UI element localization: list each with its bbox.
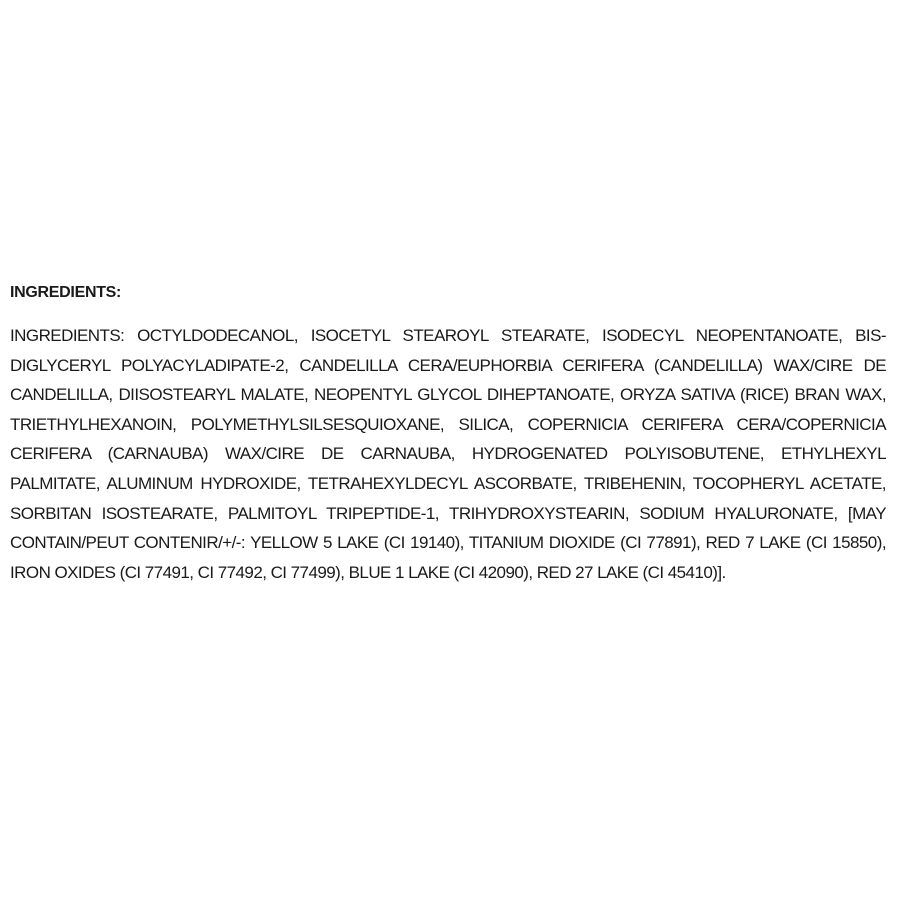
ingredients-list: INGREDIENTS: OCTYLDODECANOL, ISOCETYL STEAROYL STEARATE, ISODECYL NEOPENTANOATE, BIS-DIGLYCERYL POLYACYLADIPATE-2, CANDELILLA CERA/EUPHORBIA CERIFERA (CANDELILLA) WAX/CIRE DE CANDELILLA, DIISOSTEARYL MALATE, NEOPENTYL GLYCOL DIHEPTANOATE, ORYZA SATIVA (RICE) BRAN WAX, TRIETHYLHEXANOIN, POLYMETHYLSILSESQUIOXANE, SILICA, COPERNICIA CERIFERA CERA/COPERNICIA CERIFERA (CARNAUBA) WAX/CIRE DE CARNAUBA, HYDROGENATED POLYISOBUTENE, ETHYLHEXYL PALMITATE, ALUMINUM HYDROXIDE, TETRAHEXYLDECYL ASCORBATE, TRIBEHENIN, TOCOPHERYL ACETATE, SORBITAN ISOSTEARATE, PALMITOYL TRIPEPTIDE-1, TRIHYDROXYSTEARIN, SODIUM HYALURONATE, [MAY CONTAIN/PEUT CONTENIR/+/-: YELLOW 5 LAKE (CI 19140), TITANIUM DIOXIDE (CI 77891), RED 7 LAKE (CI 15850), IRON OXIDES (CI 77491, CI 77492, CI 77499), BLUE 1 LAKE (CI 42090), RED 27 LAKE (CI 45410)]. <box>10 326 886 582</box>
ingredients-heading: INGREDIENTS: <box>10 284 122 301</box>
